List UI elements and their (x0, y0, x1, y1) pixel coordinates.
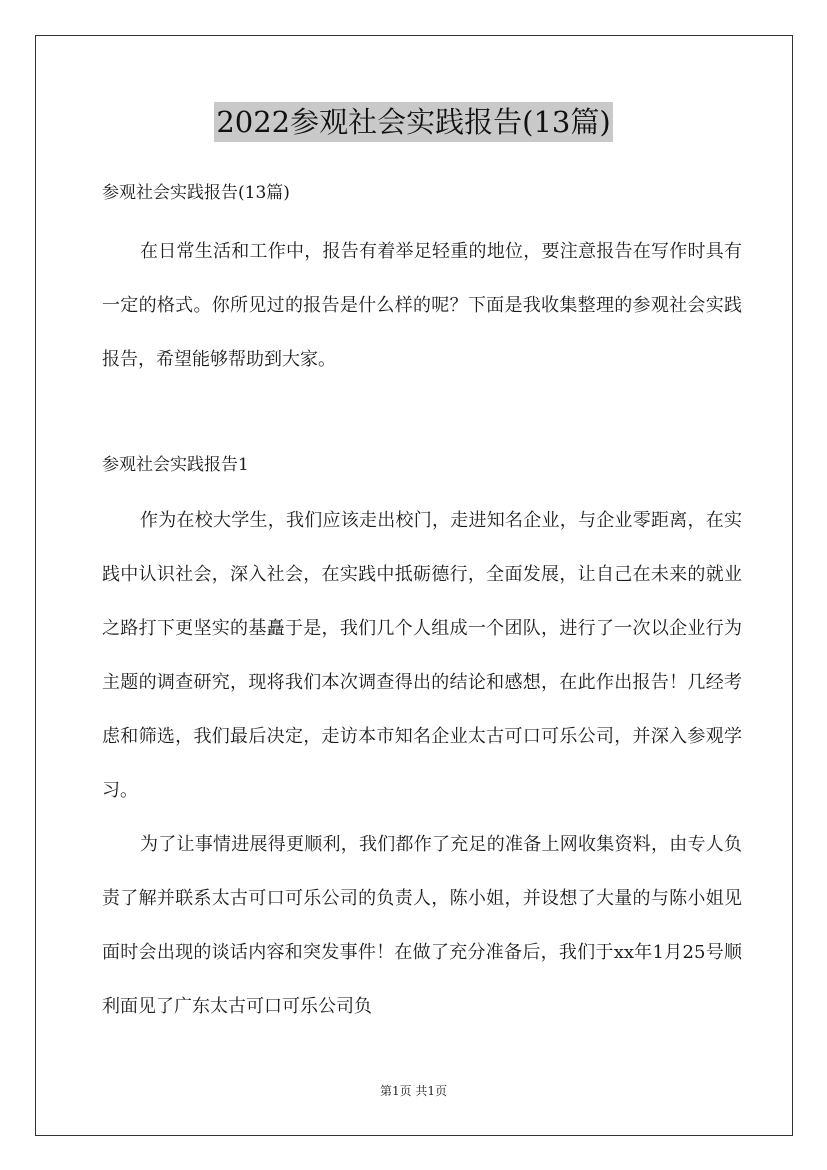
section-paragraph-2: 为了让事情进展得更顺利，我们都作了充足的准备上网收集资料，由专人负责了解并联系太古可口可乐公司的负责人，陈小姐，并设想了大量的与陈小姐见面时会出现的谈话内容和突发事件！在做了充分准备后，我们于xx年1月25号顺利面见了广东太古可口可乐公司负 (102, 834, 742, 1017)
title-container (0, 102, 827, 142)
document-subtitle: 参观社会实践报告(13篇) (102, 183, 290, 203)
document-title: 2022参观社会实践报告(13篇) (214, 102, 612, 142)
intro-paragraph: 在日常生活和工作中，报告有着举足轻重的地位，要注意报告在写作时具有一定的格式。你所见过的报告是什么样的呢？下面是我收集整理的参观社会实践报告，希望能够帮助到大家。 (102, 241, 742, 370)
section-paragraph-1: 作为在校大学生，我们应该走出校门，走进知名企业，与企业零距离，在实践中认识社会，深入社会，在实践中抵砺德行，全面发展，让自己在未来的就业之路打下更坚实的基矗于是，我们几个人组成一个团队，进行了一次以企业行为主题的调查研究，现将我们本次调查得出的结论和感想，在此作出报告！几经考虑和筛选，我们最后决定，走访本市知名企业太古可口可乐公司，并深入参观学习。 (102, 510, 742, 801)
section-heading: 参观社会实践报告1 (102, 455, 249, 475)
page-footer: 第1页 共1页 (379, 1084, 448, 1098)
